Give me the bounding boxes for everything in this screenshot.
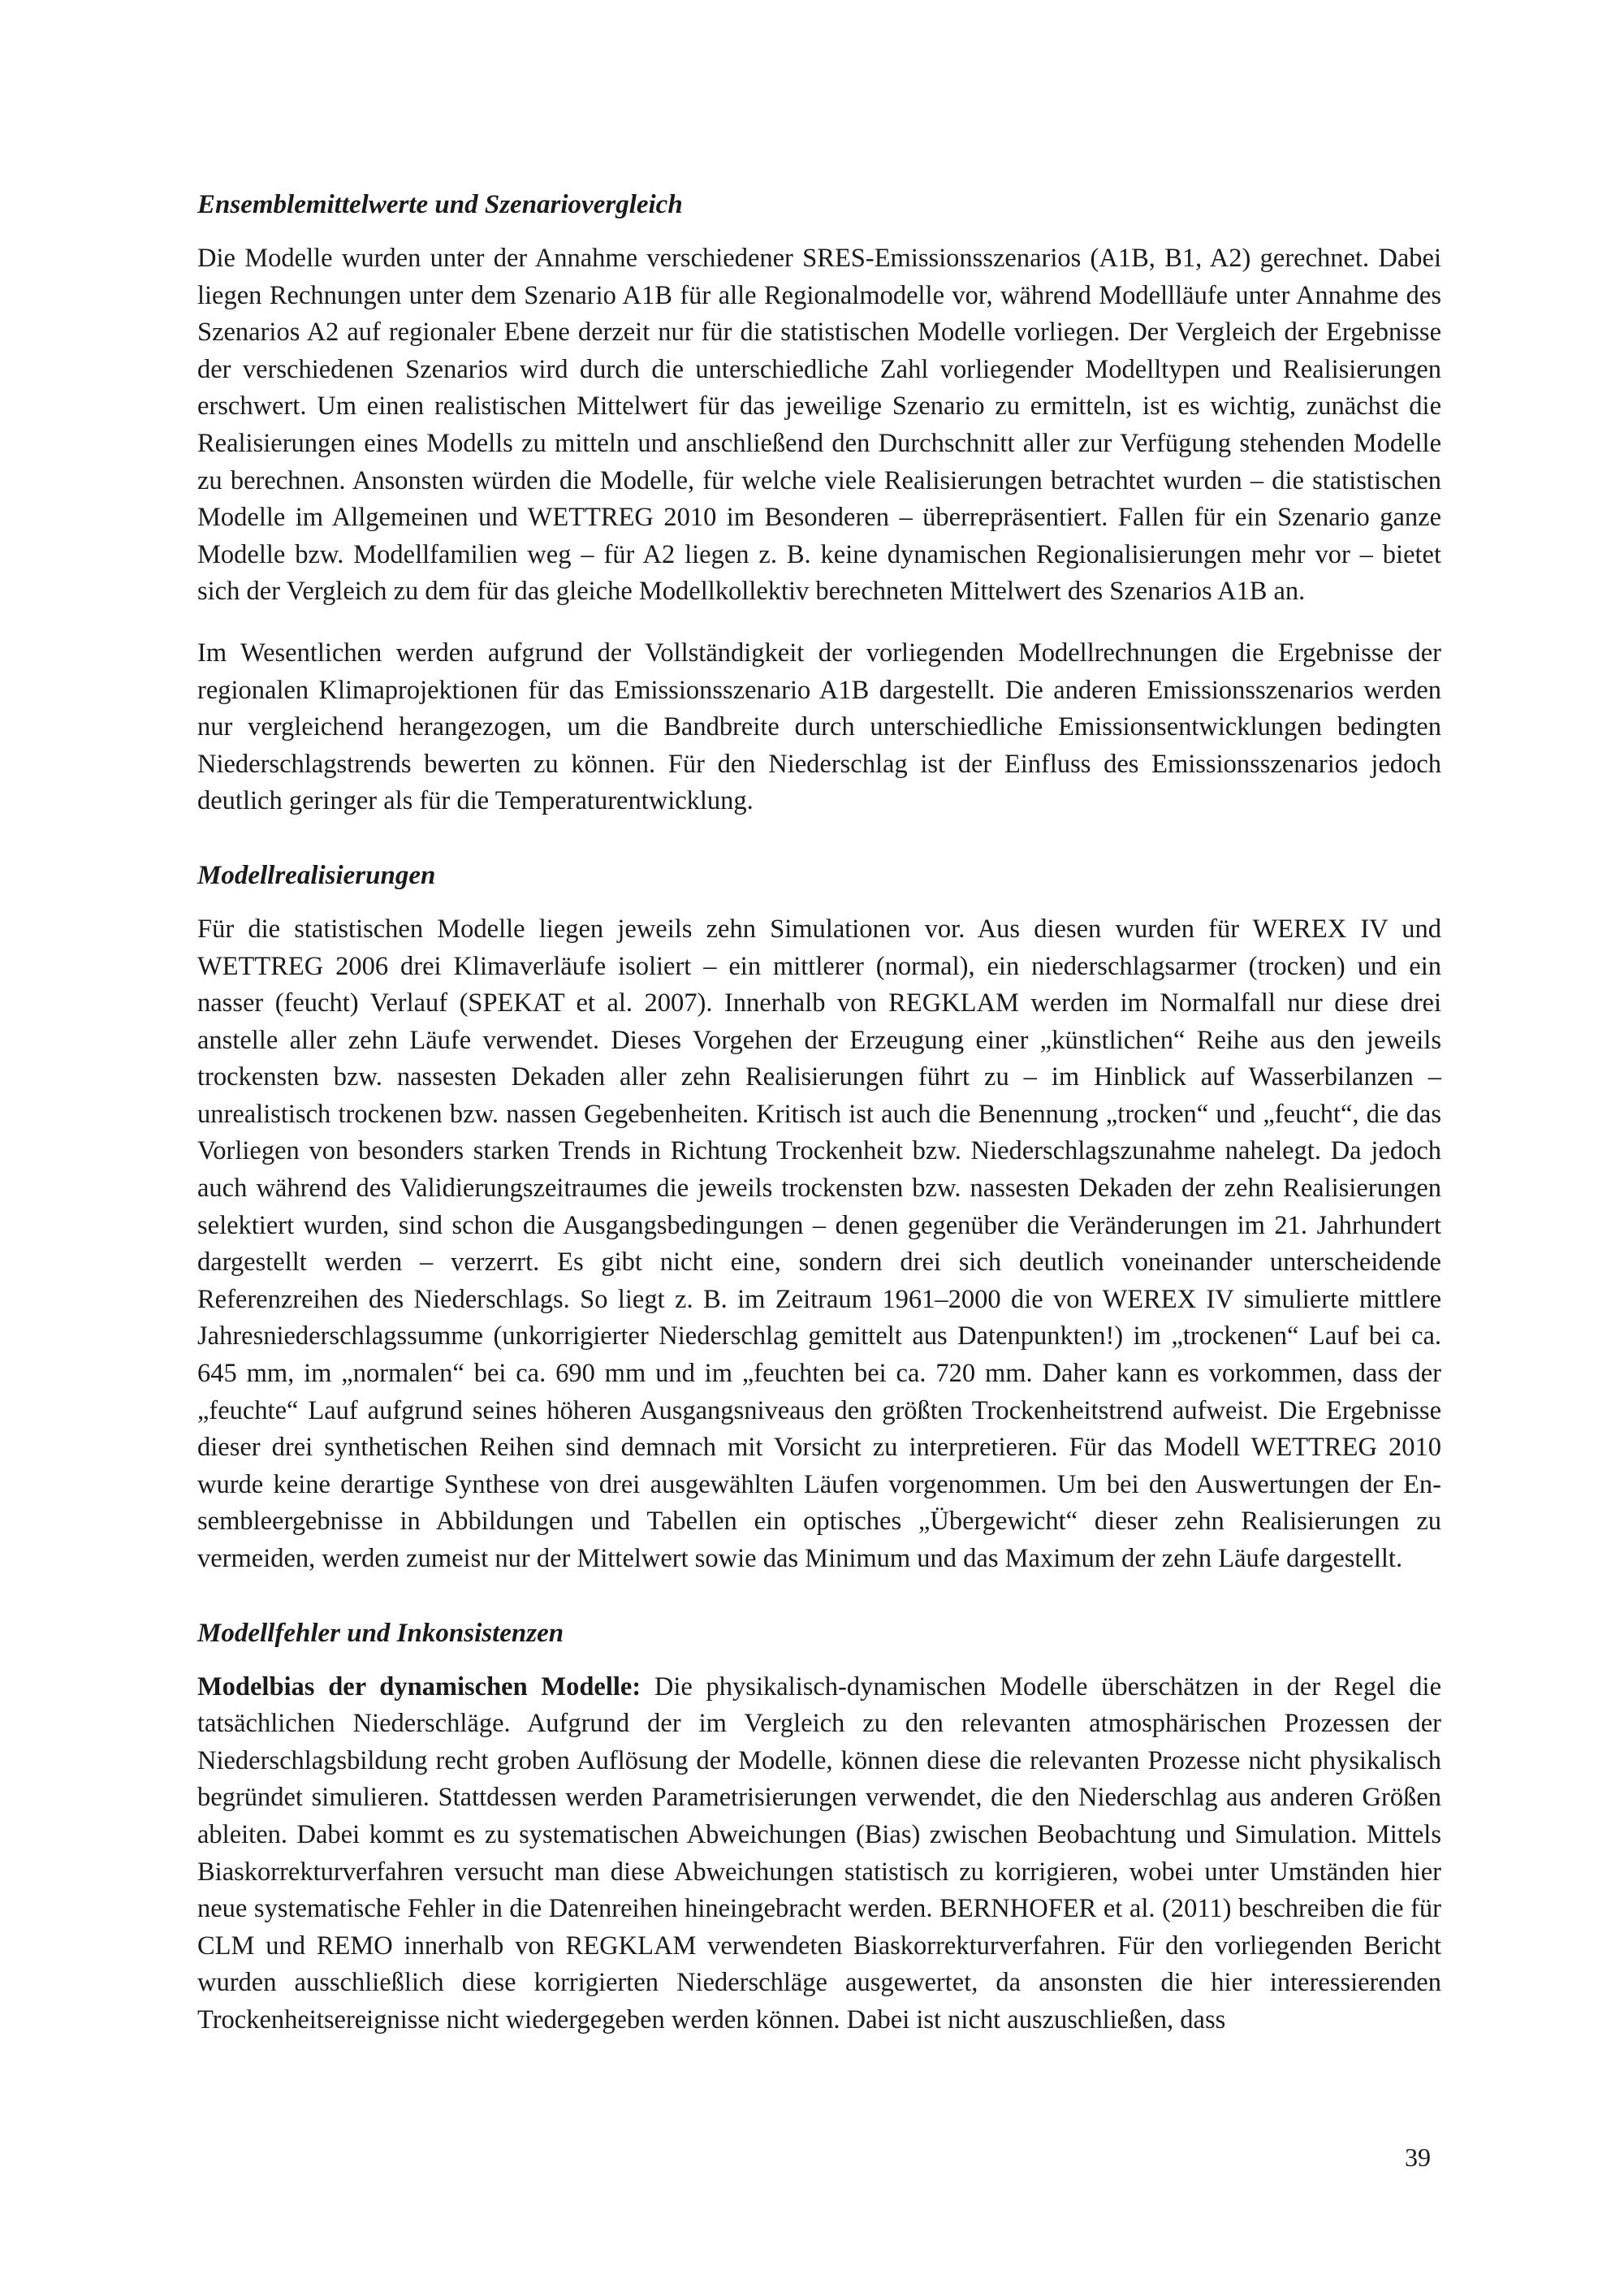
section-heading-modellfehler: Modellfehler und Inkonsistenzen [197,1618,564,1648]
page-body [197,187,1441,2039]
paragraph-modellrealisierungen: Für die statistischen Modelle liegen jeweils zehn Simulationen vor. Aus diesen wurden für WEREX IV und WETTREG 2006 drei Klimaverläufe isoliert – ein mittlerer (normal), ein niederschlagsarmer (trocken) und ein nasser (feucht) Verlauf (SPEKAT et al. 2007). Innerhalb von REGKLAM werden im Normalfall nur diese drei anstelle aller zehn Läufe verwendet. Dieses Vorgehen der Erzeugung einer „künstlichen“ Reihe aus den jeweils trockensten bzw. nassesten Dekaden aller zehn Realisierungen führt zu – im Hinblick auf Wasserbilanzen – unrealistisch trockenen bzw. nassen Gegebenheiten. Kritisch ist auch die Benennung „trocken“ und „feucht“, die das Vorliegen von besonders starken Trends in Richtung Trockenheit bzw. Niederschlagszunahme nahelegt. Da jedoch auch während des Validierungszeitraumes die jeweils trockensten bzw. nassesten Dekaden der zehn Realisierungen selektiert wurden, sind schon die Ausgangsbedingungen – denen gegenüber die Veränderungen im 21. Jahrhundert dargestellt werden – verzerrt. Es gibt nicht eine, sondern drei sich deutlich voneinander unterscheidende Referenzreihen des Niederschlags. So liegt z. B. im Zeitraum 1961–2000 die von WEREX IV simulierte mittlere Jahresniederschlagssumme (unkorrigierter Niederschlag gemittelt aus Datenpunkten!) im „trockenen“ Lauf bei ca. 645 mm, im „normalen“ bei ca. 690 mm und im „feuchten bei ca. 720 mm. Daher kann es vorkommen, dass der „feuchte“ Lauf aufgrund seines höheren Ausgangsniveaus den größten Trockenheitstrend aufweist. Die Ergebnisse dieser drei synthetischen Reihen sind demnach mit Vorsicht zu interpretieren. Für das Modell WETTREG 2010 wurde keine derartige Synthese von drei ausgewählten Läufen vorgenommen. Um bei den Auswertungen der Ensembleergebnisse in Abbildungen und Tabellen ein optisches „Übergewicht“ dieser zehn Realisierungen zu vermeiden, werden zumeist nur der Mittelwert sowie das Minimum und das Maximum der zehn Läufe dargestellt. [197,914,1441,1573]
page-number: 39 [1405,2143,1431,2172]
section-heading-modellrealisierungen: Modellrealisierungen [197,860,436,890]
section-heading-ensemble: Ensemblemittelwerte und Szenariovergleich [197,190,683,219]
paragraph-lead: Modelbias der dynamischen Modelle: [197,1671,641,1701]
paragraph-ensemble-1: Die Modelle wurden unter der Annahme verschiedener SRES-Emissionsszenarios (A1B, B1, A2) gerechnet. Dabei liegen Rechnungen unter dem Szenario A1B für alle Regionalmodelle vor, während Modellläufe unter Annahme des Szenarios A2 auf regionaler Ebene derzeit nur für die statistischen Modelle vorliegen. Der Vergleich der Ergebnisse der verschiedenen Szenarios wird durch die unterschiedliche Zahl vorliegender Modelltypen und Realisierungen erschwert. Um einen realistischen Mittelwert für das jeweilige Szenario zu ermitteln, ist es wichtig, zunächst die Realisierungen eines Modells zu mitteln und anschließend den Durchschnitt aller zur Verfügung stehenden Modelle zu berechnen. Ansonsten würden die Modelle, für welche viele Realisierungen betrachtet wurden – die statistischen Modelle im Allgemeinen und WETTREG 2010 im Besonderen – überrepräsentiert. Fallen für ein Szenario ganze Modelle bzw. Modellfamilien weg – für A2 liegen z. B. keine dynamischen Regionalisierungen mehr vor – bietet sich der Vergleich zu dem für das gleiche Modellkollektiv berechneten Mittelwert des Szenarios A1B an. [197,244,1441,607]
paragraph-modellfehler-text: Die physikalisch-dynamischen Modelle überschätzen in der Regel die tatsächlichen Niederschläge. Aufgrund der im Vergleich zu den relevanten atmosphärischen Prozessen der Niederschlagsbildung recht groben Auflösung der Modelle, können diese die relevanten Prozesse nicht physikalisch begründet simulieren. Stattdessen werden Parametrisierungen verwendet, die den Niederschlag aus anderen Größen ableiten. Dabei kommt es zu systematischen Abweichungen (Bias) zwischen Beobachtung und Simulation. Mittels Biaskorrekturverfahren versucht man diese Abweichungen statistisch zu korrigieren, wobei unter Umständen hier neue systematische Fehler in die Datenreihen hineingebracht werden. BERNHOFER et al. (2011) beschreiben die für CLM und REMO innerhalb von REGKLAM verwendeten Biaskorrekturverfahren. Für den vorliegenden Bericht wurden ausschließlich diese korrigierten Niederschläge ausgewertet, da ansonsten die hier interessierenden Trockenheitsereignisse nicht wiedergegeben werden können. Dabei ist nicht auszuschließen, dass [197,1671,1442,2034]
paragraph-modellfehler [197,1669,1441,2039]
paragraph-ensemble-2: Im Wesentlichen werden aufgrund der Vollständigkeit der vorliegenden Modellrechnungen die Ergebnisse der regionalen Klimaprojektionen für das Emissionsszenario A1B dargestellt. Die anderen Emissionsszenarios werden nur vergleichend herangezogen, um die Bandbreite durch unterschiedliche Emissionsentwicklungen bedingten Niederschlagstrends bewerten zu können. Für den Niederschlag ist der Einfluss des Emissionsszenarios jedoch deutlich geringer als für die Temperaturentwicklung. [197,638,1441,816]
